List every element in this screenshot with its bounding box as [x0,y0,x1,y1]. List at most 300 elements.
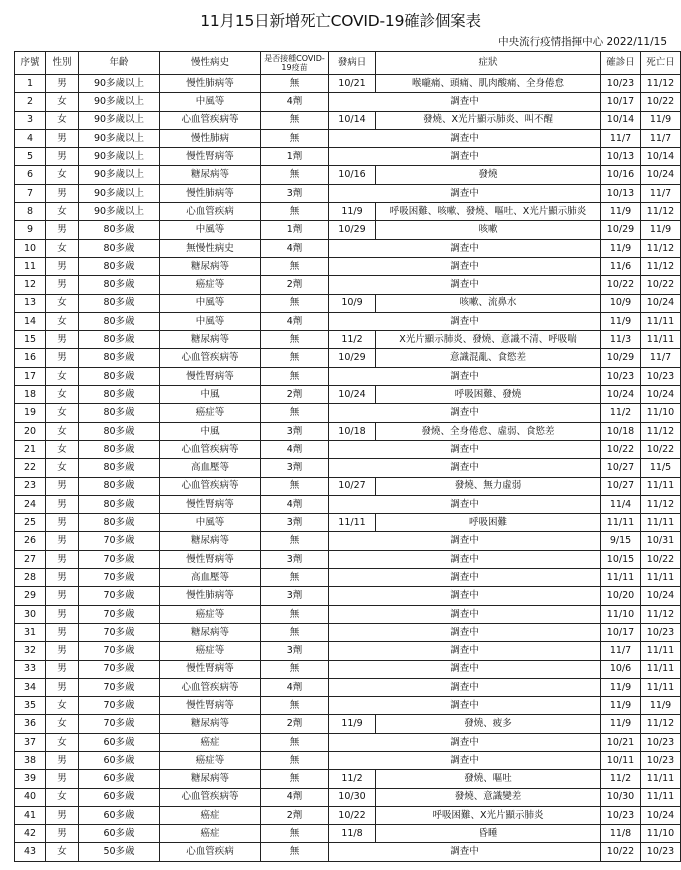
vaccine-cell: 無 [261,569,329,587]
symptoms-cell: 調查中 [329,495,601,513]
vaccine-cell: 3劑 [261,642,329,660]
row-number: 41 [15,806,46,824]
vaccine-cell: 4劑 [261,93,329,111]
age-cell: 60多歲 [79,788,160,806]
vaccine-cell: 3劑 [261,550,329,568]
age-cell: 90多歲以上 [79,166,160,184]
table-row [15,294,681,312]
sex-cell: 男 [46,678,79,696]
age-cell: 80多歲 [79,294,160,312]
row-number: 13 [15,294,46,312]
vaccine-cell: 3劑 [261,184,329,202]
confirmed-cell: 10/20 [601,587,641,605]
death-cell: 10/14 [641,148,681,166]
death-cell: 10/31 [641,532,681,550]
vaccine-cell: 2劑 [261,386,329,404]
row-number: 26 [15,532,46,550]
confirmed-cell: 11/9 [601,312,641,330]
confirmed-cell: 11/4 [601,495,641,513]
symptoms-cell: 調查中 [329,697,601,715]
symptoms-cell: 調查中 [329,605,601,623]
history-cell: 癌症等 [160,751,261,769]
death-cell: 10/24 [641,294,681,312]
row-number: 8 [15,203,46,221]
confirmed-cell: 11/11 [601,514,641,532]
header-cell: 序號 [15,52,46,75]
table-row [15,312,681,330]
history-cell: 慢性腎病等 [160,495,261,513]
symptoms-cell: 調查中 [329,532,601,550]
symptoms-cell: 調查中 [329,843,601,861]
vaccine-cell: 無 [261,825,329,843]
onset-cell: 11/2 [329,331,376,349]
history-cell: 心血管疾病等 [160,349,261,367]
sex-cell: 女 [46,459,79,477]
age-cell: 80多歲 [79,422,160,440]
header-cell: 症狀 [376,52,601,75]
confirmed-cell: 10/23 [601,806,641,824]
confirmed-cell: 10/30 [601,788,641,806]
sex-cell: 男 [46,587,79,605]
table-row [15,276,681,294]
vaccine-cell: 2劑 [261,276,329,294]
death-cell: 11/12 [641,495,681,513]
sex-cell: 女 [46,203,79,221]
symptoms-cell: 發燒、無力虛弱 [376,477,601,495]
row-number: 39 [15,770,46,788]
confirmed-cell: 11/2 [601,404,641,422]
confirmed-cell: 10/22 [601,843,641,861]
history-cell: 無慢性病史 [160,239,261,257]
vaccine-cell: 2劑 [261,715,329,733]
symptoms-cell: 調查中 [329,569,601,587]
confirmed-cell: 10/11 [601,751,641,769]
vaccine-cell: 無 [261,477,329,495]
death-cell: 11/9 [641,221,681,239]
onset-cell: 10/14 [329,111,376,129]
history-cell: 癌症等 [160,605,261,623]
vaccine-cell: 無 [261,349,329,367]
row-number: 36 [15,715,46,733]
sex-cell: 女 [46,440,79,458]
table-row [15,257,681,275]
symptoms-cell: 調查中 [329,678,601,696]
header-cell: 發病日 [329,52,376,75]
table-row [15,550,681,568]
history-cell: 心血管疾病等 [160,788,261,806]
age-cell: 70多歲 [79,587,160,605]
death-cell: 11/11 [641,642,681,660]
age-cell: 70多歲 [79,605,160,623]
death-cell: 11/7 [641,129,681,147]
confirmed-cell: 10/27 [601,459,641,477]
sex-cell: 男 [46,148,79,166]
age-cell: 70多歲 [79,623,160,641]
age-cell: 60多歲 [79,806,160,824]
row-number: 40 [15,788,46,806]
confirmed-cell: 11/3 [601,331,641,349]
age-cell: 90多歲以上 [79,93,160,111]
symptoms-cell: X光片顯示肺炎、發燒、意識不清、呼吸喘 [376,331,601,349]
age-cell: 80多歲 [79,312,160,330]
death-cell: 11/9 [641,697,681,715]
confirmed-cell: 11/9 [601,697,641,715]
history-cell: 慢性腎病等 [160,550,261,568]
history-cell: 慢性腎病等 [160,697,261,715]
symptoms-cell: 呼吸困難、發燒 [376,386,601,404]
sex-cell: 女 [46,843,79,861]
symptoms-cell: 調查中 [329,751,601,769]
sex-cell: 男 [46,642,79,660]
sex-cell: 女 [46,404,79,422]
symptoms-cell: 調查中 [329,148,601,166]
vaccine-cell: 4劑 [261,239,329,257]
sex-cell: 女 [46,294,79,312]
symptoms-cell: 調查中 [329,129,601,147]
table-row [15,843,681,861]
onset-cell: 11/9 [329,715,376,733]
death-cell: 11/5 [641,459,681,477]
row-number: 23 [15,477,46,495]
death-cell: 10/22 [641,440,681,458]
vaccine-cell: 2劑 [261,806,329,824]
death-cell: 10/24 [641,386,681,404]
confirmed-cell: 11/8 [601,825,641,843]
sex-cell: 男 [46,605,79,623]
symptoms-cell: 調查中 [329,184,601,202]
history-cell: 慢性腎病等 [160,148,261,166]
vaccine-cell: 無 [261,111,329,129]
confirmed-cell: 10/17 [601,93,641,111]
confirmed-cell: 11/9 [601,678,641,696]
row-number: 30 [15,605,46,623]
table-row [15,349,681,367]
history-cell: 慢性肺病 [160,129,261,147]
history-cell: 中風 [160,422,261,440]
sex-cell: 女 [46,697,79,715]
onset-cell: 10/30 [329,788,376,806]
vaccine-cell: 無 [261,733,329,751]
sex-cell: 男 [46,806,79,824]
death-cell: 11/12 [641,257,681,275]
row-number: 35 [15,697,46,715]
age-cell: 50多歲 [79,843,160,861]
sex-cell: 男 [46,129,79,147]
history-cell: 糖尿病等 [160,623,261,641]
table-row [15,75,681,93]
death-cell: 11/11 [641,477,681,495]
table-row [15,697,681,715]
death-cell: 10/23 [641,733,681,751]
table-row [15,788,681,806]
symptoms-cell: 調查中 [329,367,601,385]
age-cell: 80多歲 [79,331,160,349]
death-cell: 10/22 [641,93,681,111]
page-title: 11月15日新增死亡COVID-19確診個案表 [200,12,481,30]
death-cell: 11/7 [641,349,681,367]
header-cell: 年齡 [79,52,160,75]
table-row [15,678,681,696]
table-row [15,184,681,202]
row-number: 1 [15,75,46,93]
row-number: 17 [15,367,46,385]
vaccine-cell: 4劑 [261,788,329,806]
age-cell: 60多歲 [79,770,160,788]
onset-cell: 10/18 [329,422,376,440]
vaccine-cell: 無 [261,660,329,678]
death-cell: 11/9 [641,111,681,129]
vaccine-cell: 無 [261,129,329,147]
row-number: 20 [15,422,46,440]
age-cell: 60多歲 [79,751,160,769]
age-cell: 70多歲 [79,697,160,715]
row-number: 7 [15,184,46,202]
row-number: 2 [15,93,46,111]
sex-cell: 男 [46,770,79,788]
vaccine-cell: 無 [261,770,329,788]
table-row [15,660,681,678]
confirmed-cell: 10/16 [601,166,641,184]
history-cell: 癌症 [160,733,261,751]
death-cell: 10/23 [641,367,681,385]
table-row [15,203,681,221]
confirmed-cell: 10/13 [601,184,641,202]
row-number: 37 [15,733,46,751]
onset-cell: 10/16 [329,166,376,184]
table-row [15,148,681,166]
history-cell: 中風等 [160,514,261,532]
confirmed-cell: 10/9 [601,294,641,312]
history-cell: 心血管疾病等 [160,440,261,458]
death-cell: 11/11 [641,660,681,678]
table-row [15,459,681,477]
sex-cell: 男 [46,276,79,294]
onset-cell: 10/24 [329,386,376,404]
history-cell: 糖尿病等 [160,532,261,550]
cases-table [14,51,681,862]
history-cell: 中風等 [160,221,261,239]
sex-cell: 女 [46,166,79,184]
death-cell: 11/12 [641,75,681,93]
header-cell: 是否接種COVID-19疫苗 [261,52,329,75]
age-cell: 80多歲 [79,440,160,458]
death-cell: 11/10 [641,825,681,843]
symptoms-cell: 調查中 [329,733,601,751]
row-number: 29 [15,587,46,605]
table-row [15,129,681,147]
confirmed-cell: 11/11 [601,569,641,587]
onset-cell: 11/11 [329,514,376,532]
age-cell: 80多歲 [79,349,160,367]
table-row [15,642,681,660]
death-cell: 11/12 [641,715,681,733]
age-cell: 70多歲 [79,550,160,568]
age-cell: 80多歲 [79,459,160,477]
age-cell: 90多歲以上 [79,148,160,166]
onset-cell: 10/29 [329,221,376,239]
vaccine-cell: 無 [261,294,329,312]
vaccine-cell: 1劑 [261,221,329,239]
sex-cell: 男 [46,495,79,513]
history-cell: 中風 [160,386,261,404]
sex-cell: 女 [46,788,79,806]
table-row [15,751,681,769]
death-cell: 10/22 [641,550,681,568]
confirmed-cell: 10/23 [601,75,641,93]
symptoms-cell: 發燒、意識變差 [376,788,601,806]
vaccine-cell: 無 [261,257,329,275]
confirmed-cell: 11/9 [601,715,641,733]
confirmed-cell: 11/6 [601,257,641,275]
table-row [15,221,681,239]
sex-cell: 男 [46,569,79,587]
confirmed-cell: 11/9 [601,239,641,257]
confirmed-cell: 10/22 [601,276,641,294]
confirmed-cell: 10/22 [601,440,641,458]
row-number: 42 [15,825,46,843]
history-cell: 癌症等 [160,404,261,422]
vaccine-cell: 1劑 [261,148,329,166]
death-cell: 10/24 [641,806,681,824]
age-cell: 80多歲 [79,367,160,385]
onset-cell: 11/8 [329,825,376,843]
vaccine-cell: 無 [261,843,329,861]
sex-cell: 男 [46,221,79,239]
vaccine-cell: 3劑 [261,587,329,605]
onset-cell: 10/9 [329,294,376,312]
table-row [15,331,681,349]
age-cell: 90多歲以上 [79,111,160,129]
vaccine-cell: 無 [261,166,329,184]
death-cell: 11/12 [641,239,681,257]
history-cell: 高血壓等 [160,569,261,587]
confirmed-cell: 10/29 [601,221,641,239]
age-cell: 80多歲 [79,239,160,257]
age-cell: 70多歲 [79,642,160,660]
onset-cell: 10/27 [329,477,376,495]
vaccine-cell: 4劑 [261,495,329,513]
symptoms-cell: 調查中 [329,276,601,294]
vaccine-cell: 無 [261,75,329,93]
death-cell: 11/12 [641,422,681,440]
source-line: 中央流行疫情指揮中心 2022/11/15 [498,36,667,48]
age-cell: 70多歲 [79,660,160,678]
age-cell: 60多歲 [79,825,160,843]
vaccine-cell: 無 [261,331,329,349]
row-number: 14 [15,312,46,330]
sex-cell: 女 [46,733,79,751]
row-number: 32 [15,642,46,660]
sex-cell: 男 [46,550,79,568]
table-row [15,440,681,458]
vaccine-cell: 無 [261,532,329,550]
header-cell: 確診日 [601,52,641,75]
symptoms-cell: 呼吸困難 [376,514,601,532]
symptoms-cell: 調查中 [329,93,601,111]
symptoms-cell: 發燒、全身倦怠、虛弱、食慾差 [376,422,601,440]
age-cell: 80多歲 [79,276,160,294]
death-cell: 11/11 [641,678,681,696]
sex-cell: 男 [46,825,79,843]
death-cell: 10/23 [641,843,681,861]
sex-cell: 女 [46,367,79,385]
table-row [15,532,681,550]
table-row [15,733,681,751]
history-cell: 慢性肺病等 [160,75,261,93]
age-cell: 90多歲以上 [79,203,160,221]
row-number: 4 [15,129,46,147]
symptoms-cell: 呼吸困難、咳嗽、發燒、嘔吐、X光片顯示肺炎 [376,203,601,221]
age-cell: 90多歲以上 [79,184,160,202]
death-cell: 11/11 [641,788,681,806]
symptoms-cell: 呼吸困難、X光片顯示肺炎 [376,806,601,824]
age-cell: 70多歲 [79,715,160,733]
confirmed-cell: 9/15 [601,532,641,550]
death-cell: 11/11 [641,770,681,788]
history-cell: 癌症等 [160,642,261,660]
history-cell: 慢性腎病等 [160,367,261,385]
sex-cell: 男 [46,75,79,93]
age-cell: 80多歲 [79,404,160,422]
onset-cell: 11/9 [329,203,376,221]
confirmed-cell: 10/27 [601,477,641,495]
history-cell: 癌症等 [160,276,261,294]
row-number: 34 [15,678,46,696]
table-row [15,166,681,184]
age-cell: 80多歲 [79,495,160,513]
row-number: 22 [15,459,46,477]
confirmed-cell: 11/7 [601,129,641,147]
row-number: 18 [15,386,46,404]
row-number: 12 [15,276,46,294]
sex-cell: 女 [46,386,79,404]
symptoms-cell: 調查中 [329,642,601,660]
vaccine-cell: 無 [261,203,329,221]
table-row [15,623,681,641]
table-row [15,514,681,532]
sex-cell: 男 [46,623,79,641]
confirmed-cell: 11/2 [601,770,641,788]
age-cell: 80多歲 [79,221,160,239]
vaccine-cell: 3劑 [261,459,329,477]
confirmed-cell: 11/7 [601,642,641,660]
history-cell: 糖尿病等 [160,331,261,349]
confirmed-cell: 10/14 [601,111,641,129]
age-cell: 60多歲 [79,733,160,751]
vaccine-cell: 4劑 [261,678,329,696]
history-cell: 糖尿病等 [160,770,261,788]
header-cell: 性別 [46,52,79,75]
vaccine-cell: 無 [261,623,329,641]
symptoms-cell: 調查中 [329,440,601,458]
table-row [15,605,681,623]
row-number: 21 [15,440,46,458]
age-cell: 70多歲 [79,532,160,550]
sex-cell: 女 [46,239,79,257]
header-cell: 死亡日 [641,52,681,75]
age-cell: 90多歲以上 [79,129,160,147]
row-number: 27 [15,550,46,568]
symptoms-cell: 調查中 [329,587,601,605]
vaccine-cell: 4劑 [261,440,329,458]
row-number: 6 [15,166,46,184]
onset-cell: 10/29 [329,349,376,367]
age-cell: 80多歲 [79,257,160,275]
vaccine-cell: 3劑 [261,422,329,440]
vaccine-cell: 無 [261,367,329,385]
sex-cell: 男 [46,751,79,769]
symptoms-cell: 咳嗽 [376,221,601,239]
